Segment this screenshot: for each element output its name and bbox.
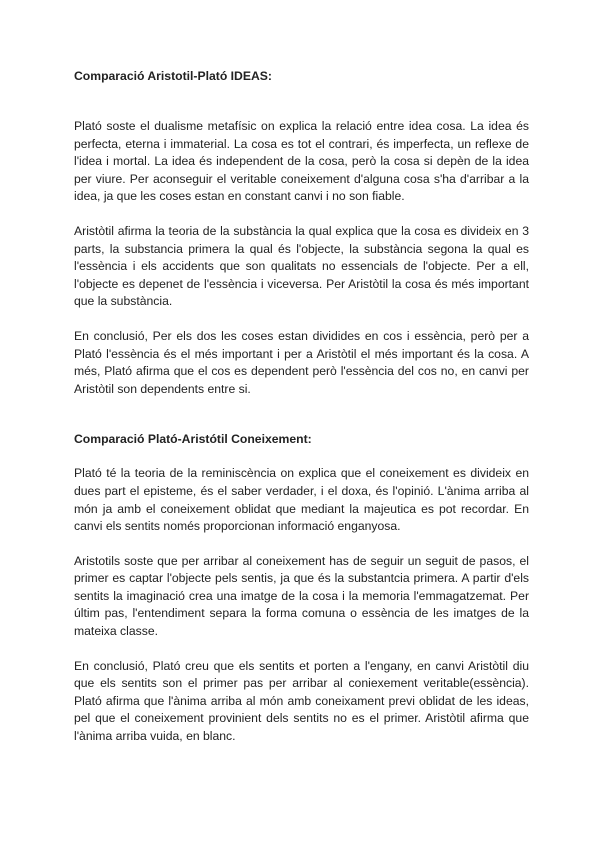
section-2-paragraph-3: En conclusió, Plató creu que els sentits et porten a l'engany, en canvi Aristòtil diu que els sentits son el primer pas per arribar al coniexement veritable(essència). Plató afirma que l'ànima arriba al món amb coneixament previ oblidat de les ideas, pel que el coneixement provinient dels sentits no es el primer. Aristòtil afirma que l'ànima arriba vuida, en blanc. (74, 658, 529, 744)
section-1-paragraph-2: Aristòtil afirma la teoria de la substància la qual explica que la cosa es divideix en 3 parts, la substancia primera la qual és l'objecte, la substància segona la qual es l'essència i els accidents que son qualitats no essencials de l'objecte. Per a ell, l'objecte es depenet de l'essència i viceversa. Per Aristòtil la cosa és més important que la substància. (74, 223, 529, 309)
section-1-paragraph-3: En conclusió, Per els dos les coses estan dividides en cos i essència, però per a Plató l'essència és el més important i per a Aristòtil el més important és la cosa. A més, Plató afirma que el cos es dependent però l'essència del cos no, en canvi per Aristòtil son dependents entre si. (74, 328, 529, 396)
section-2-paragraph-2: Aristotils soste que per arribar al coneixement has de seguir un seguit de pasos, el primer es captar l'objecte pels sentis, ja que és la substantcia primera. A partir d'els sentits la imaginació crea una imatge de la cosa i la memoria l'emmagatzemat. Per últim pas, l'entendiment separa la forma comuna o essència de les imatges de la mateixa classe. (74, 553, 529, 639)
section-1-title: Comparació Aristotil-Plató IDEAS: (74, 69, 272, 83)
section-2-paragraph-1: Plató té la teoria de la reminiscència on explica que el coneixement es divideix en dues part el episteme, és el saber verdader, i el doxa, és l'opinió. L'ànima arriba al món ja amb el coneixement oblidat que mediant la majeutica es pot recordar. En canvi els sentits només proporcionan informació enganyosa. (74, 466, 529, 534)
document-body (74, 68, 529, 746)
section-2-title: Comparació Plató-Aristótil Coneixement: (74, 432, 312, 447)
section-1-paragraph-1: Plató soste el dualisme metafísic on explica la relació entre idea cosa. La idea és perfecta, eterna i immaterial. La cosa es tot el contrari, és imperfecta, un reflexe de l'idea i mortal. La idea és independent de la cosa, però la cosa si depèn de la idea per viure. Per aconseguir el veritable coneixement d'alguna cosa s'ha d'arribar a la idea, ja que les coses estan en constant canvi i no son fiable. (74, 119, 529, 204)
